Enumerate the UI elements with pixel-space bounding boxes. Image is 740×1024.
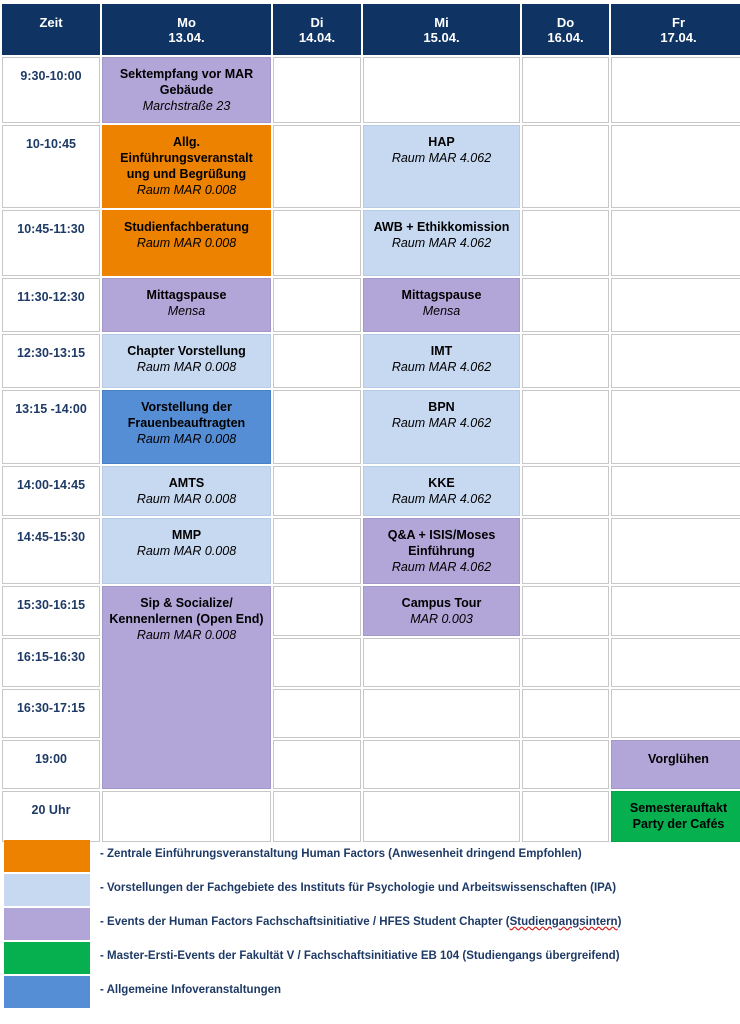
legend-swatch-green xyxy=(4,942,90,974)
empty-cell xyxy=(363,689,520,738)
empty-cell xyxy=(611,518,740,584)
empty-cell xyxy=(611,57,740,123)
empty-cell xyxy=(273,390,361,464)
time-cell: 10-10:45 xyxy=(2,125,100,208)
legend-text: - Vorstellungen der Fachgebiete des Instituts für Psychologie und Arbeitswissenschaften (IPA) xyxy=(100,882,617,894)
empty-cell xyxy=(273,518,361,584)
event-qa-isis: Q&A + ISIS/Moses Einführung Raum MAR 4.062 xyxy=(363,518,520,584)
empty-cell xyxy=(273,638,361,687)
time-cell: 16:15-16:30 xyxy=(2,638,100,687)
empty-cell xyxy=(522,466,609,516)
event-sektempfang: Sektempfang vor MAR Gebäude Marchstraße 23 xyxy=(102,57,271,123)
empty-cell xyxy=(611,210,740,276)
empty-cell xyxy=(522,586,609,636)
empty-cell xyxy=(273,740,361,789)
empty-cell xyxy=(102,791,271,842)
legend-item xyxy=(4,976,734,1008)
empty-cell xyxy=(611,466,740,516)
empty-cell xyxy=(522,638,609,687)
time-cell: 19:00 xyxy=(2,740,100,789)
event-mittagspause-mo: Mittagspause Mensa xyxy=(102,278,271,332)
event-sip-socialize: Sip & Socialize/ Kennenlernen (Open End) Raum MAR 0.008 xyxy=(102,586,271,789)
empty-cell xyxy=(522,57,609,123)
time-cell: 20 Uhr xyxy=(2,791,100,842)
event-campus-tour: Campus Tour MAR 0.003 xyxy=(363,586,520,636)
empty-cell xyxy=(522,334,609,388)
header-friday: Fr 17.04. xyxy=(611,4,740,55)
event-bpn: BPN Raum MAR 4.062 xyxy=(363,390,520,464)
empty-cell xyxy=(522,791,609,842)
empty-cell xyxy=(611,586,740,636)
empty-cell xyxy=(611,334,740,388)
empty-cell xyxy=(611,689,740,738)
event-einfuehrung: Allg. Einführungsveranstalt ung und Begrüßung Raum MAR 0.008 xyxy=(102,125,271,208)
legend-item xyxy=(4,874,734,906)
empty-cell xyxy=(273,334,361,388)
legend-text: - Master-Ersti-Events der Fakultät V / Fachschaftsinitiative EB 104 (Studiengangs übergreifend) xyxy=(100,950,620,962)
time-cell: 14:45-15:30 xyxy=(2,518,100,584)
header-monday: Mo 13.04. xyxy=(102,4,271,55)
event-chapter-vorstellung: Chapter Vorstellung Raum MAR 0.008 xyxy=(102,334,271,388)
time-cell: 11:30-12:30 xyxy=(2,278,100,332)
header-thursday: Do 16.04. xyxy=(522,4,609,55)
empty-cell xyxy=(363,740,520,789)
empty-cell xyxy=(611,278,740,332)
time-cell: 13:15 -14:00 xyxy=(2,390,100,464)
event-hap: HAP Raum MAR 4.062 xyxy=(363,125,520,208)
legend-item xyxy=(4,942,734,974)
time-cell: 9:30-10:00 xyxy=(2,57,100,123)
time-cell: 15:30-16:15 xyxy=(2,586,100,636)
time-cell: 10:45-11:30 xyxy=(2,210,100,276)
empty-cell xyxy=(522,390,609,464)
empty-cell xyxy=(273,278,361,332)
empty-cell xyxy=(522,689,609,738)
event-vorgluehen: Vorglühen xyxy=(611,740,740,789)
empty-cell xyxy=(522,518,609,584)
empty-cell xyxy=(611,390,740,464)
empty-cell xyxy=(522,125,609,208)
header-tuesday: Di 14.04. xyxy=(273,4,361,55)
empty-cell xyxy=(273,466,361,516)
header-wednesday: Mi 15.04. xyxy=(363,4,520,55)
time-cell: 16:30-17:15 xyxy=(2,689,100,738)
schedule-table xyxy=(2,4,738,831)
event-frauenbeauftragte: Vorstellung der Frauenbeauftragten Raum MAR 0.008 xyxy=(102,390,271,464)
empty-cell xyxy=(522,278,609,332)
event-kke: KKE Raum MAR 4.062 xyxy=(363,466,520,516)
empty-cell xyxy=(273,125,361,208)
legend-swatch-light-blue xyxy=(4,874,90,906)
legend-item xyxy=(4,840,734,872)
header-zeit: Zeit xyxy=(2,4,100,55)
empty-cell xyxy=(273,57,361,123)
time-cell: 14:00-14:45 xyxy=(2,466,100,516)
empty-cell xyxy=(363,638,520,687)
event-studienfachberatung: Studienfachberatung Raum MAR 0.008 xyxy=(102,210,271,276)
empty-cell xyxy=(273,210,361,276)
empty-cell xyxy=(522,740,609,789)
event-amts: AMTS Raum MAR 0.008 xyxy=(102,466,271,516)
legend-swatch-purple xyxy=(4,908,90,940)
legend-text: - Zentrale Einführungsveranstaltung Human Factors (Anwesenheit dringend Empfohlen) xyxy=(100,848,582,860)
empty-cell xyxy=(273,791,361,842)
empty-cell xyxy=(522,210,609,276)
legend-swatch-orange xyxy=(4,840,90,872)
legend-text: - Events der Human Factors Fachschaftsinitiative / HFES Student Chapter (Studiengangsintern) xyxy=(100,916,622,928)
event-mmp: MMP Raum MAR 0.008 xyxy=(102,518,271,584)
event-imt: IMT Raum MAR 4.062 xyxy=(363,334,520,388)
event-semesterauftakt-party: Semesterauftakt Party der Cafés xyxy=(611,791,740,842)
empty-cell xyxy=(363,791,520,842)
empty-cell xyxy=(611,125,740,208)
empty-cell xyxy=(273,689,361,738)
time-cell: 12:30-13:15 xyxy=(2,334,100,388)
event-mittagspause-mi: Mittagspause Mensa xyxy=(363,278,520,332)
empty-cell xyxy=(611,638,740,687)
legend-swatch-blue xyxy=(4,976,90,1008)
empty-cell xyxy=(363,57,520,123)
legend-item xyxy=(4,908,734,940)
legend-text: - Allgemeine Infoveranstaltungen xyxy=(100,984,282,996)
empty-cell xyxy=(273,586,361,636)
event-awb: AWB + Ethikkomission Raum MAR 4.062 xyxy=(363,210,520,276)
